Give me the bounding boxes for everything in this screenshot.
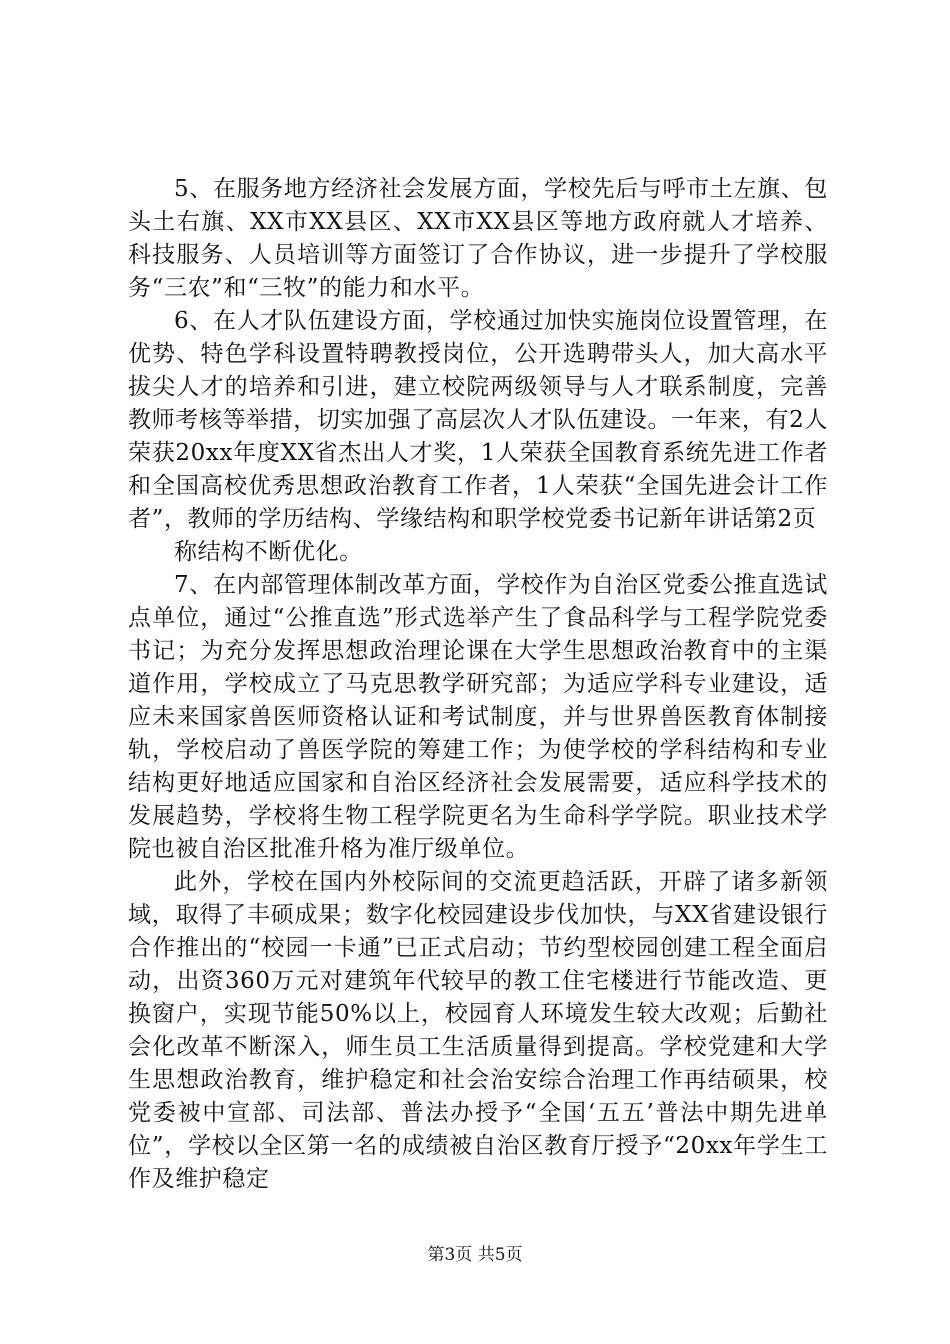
paragraph-management-reform: 7、在内部管理体制改革方面，学校作为自治区党委公推直选试点单位，通过“公推直选”形式选举产生了食品科学与工程学院党委书记；为充分发挥思想政治理论课在大学生思想政治教育中的主渠道作用，学校成立了马克思教学研究部；为适应学科专业建设，适应未来国家兽医师资格认证和考试制度，并与世界兽医教育体制接轨，学校启动了兽医学院的筹建工作；为使学校的学科结构和专业结构更好地适应国家和自治区经济社会发展需要，适应科学技术的发展趋势，学校将生物工程学院更名为生命科学学院。职业技术学院也被自治区批准升格为准厅级单位。 xyxy=(128,572,828,862)
paragraph-continuation: 称结构不断优化。 xyxy=(174,539,363,565)
paragraph-additional-achievements: 此外，学校在国内外校际间的交流更趋活跃，开辟了诸多新领域，取得了丰硕成果；数字化校园建设步伐加快，与XX省建设银行合作推出的“校园一卡通”已正式启动；节约型校园创建工程全面启动，出资360万元对建筑年代较早的教工住宅楼进行节能改造、更换窗户，实现节能50%以上，校园育人环境发生较大改观；后勤社会化改革不断深入，师生员工生活质量得到提高。学校党建和大学生思想政治教育，维护稳定和社会治安综合治理工作再结硕果，校党委被中宣部、司法部、普法办授予“全国‘五五’普法中期先进单位”，学校以全区第一名的成绩被自治区教育厅授予“20xx年学生工作及维护稳定 xyxy=(128,869,828,1192)
paragraph-service-local-economy: 5、在服务地方经济社会发展方面，学校先后与呼市土左旗、包头土右旗、XX市XX县区、XX市XX县区等地方政府就人才培养、科技服务、人员培训等方面签订了合作协议，进一步提升了学校服务“三农”和“三牧”的能力和水平。 xyxy=(128,176,828,301)
page-number-footer: 第3页 共5页 xyxy=(427,1245,523,1265)
document-body xyxy=(128,173,828,1196)
paragraph-talent-team: 6、在人才队伍建设方面，学校通过加快实施岗位设置管理，在优势、特色学科设置特聘教授岗位，公开选聘带头人，加大高水平拔尖人才的培养和引进，建立校院两级领导与人才联系制度，完善教师考核等举措，切实加强了高层次人才队伍建设。一年来，有2人荣获20xx年度XX省杰出人才奖，1人荣获全国教育系统先进工作者和全国高校优秀思想政治教育工作者，1人荣获“全国先进会计工作者”，教师的学历结构、学缘结构和职学校党委书记新年讲话第2页 xyxy=(128,308,828,532)
